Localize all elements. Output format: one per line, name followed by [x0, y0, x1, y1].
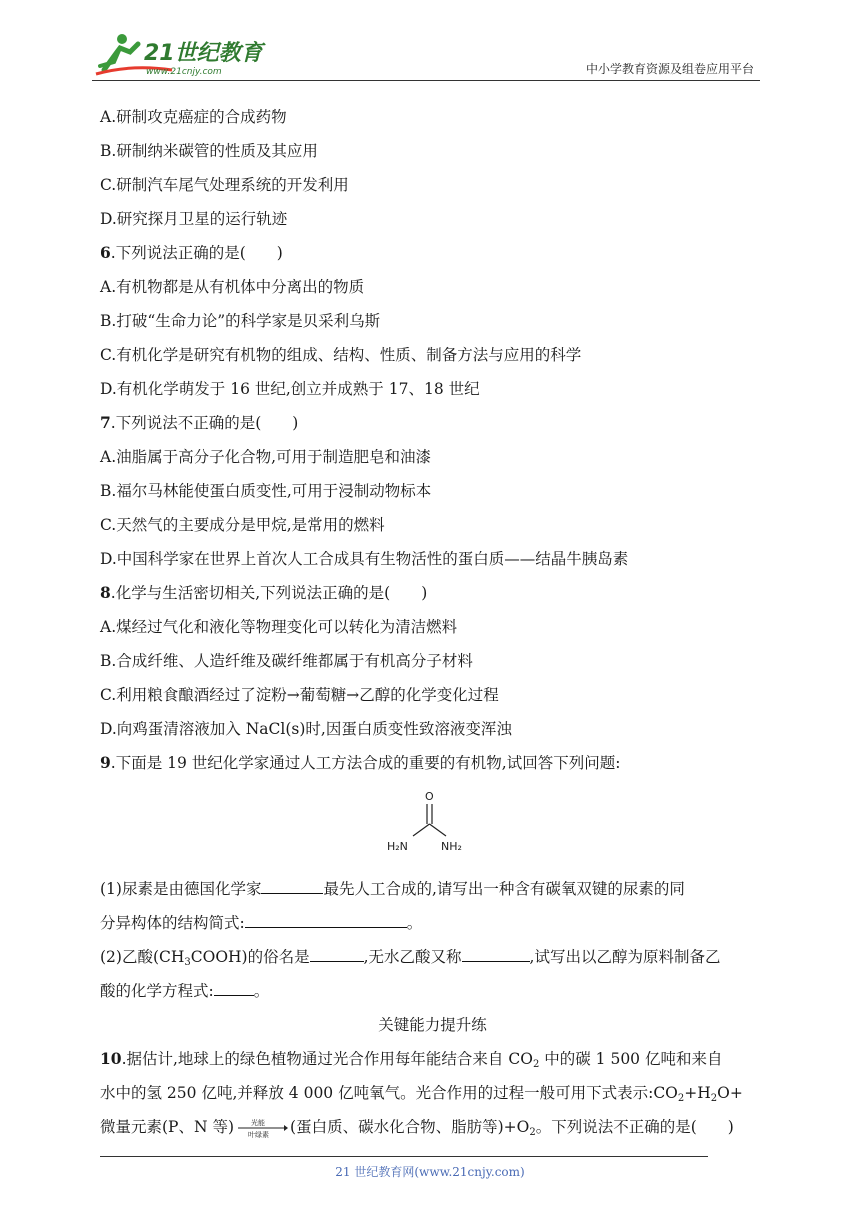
- q9-blank-common-name: [310, 944, 364, 962]
- q9-p2-text-c: ,无水乙酸又称: [363, 948, 462, 966]
- q10-sub-3: 2: [529, 1127, 536, 1138]
- q9-stem-text: .下面是 19 世纪化学家通过人工方法合成的重要的有机物,试回答下列问题:: [110, 754, 621, 772]
- q9-blank-chemist: [261, 876, 323, 894]
- q9-p1-text-d: 。: [406, 914, 423, 932]
- urea-oxygen-label: O: [425, 790, 434, 803]
- q8-stem: [100, 576, 765, 610]
- q9-p1-text-c: 分异构体的结构简式:: [100, 914, 245, 932]
- q10-line1: [100, 1042, 765, 1076]
- q7-option-d: D.中国科学家在世界上首次人工合成具有生物活性的蛋白质——结晶牛胰岛素: [100, 550, 629, 568]
- document-body: [100, 100, 765, 1144]
- urea-structure-diagram: [385, 786, 485, 866]
- q9-p2-text-b: COOH)的俗名是: [190, 948, 310, 966]
- q8-stem-text: .化学与生活密切相关,下列说法正确的是( ): [110, 584, 428, 602]
- q9-p1-text-b: 最先人工合成的,请写出一种含有碳氧双键的尿素的同: [323, 880, 685, 898]
- header-divider: [92, 80, 760, 81]
- footer-divider: [100, 1156, 708, 1157]
- q7-option-c: C.天然气的主要成分是甲烷,是常用的燃料: [100, 516, 385, 534]
- q6-option-a: A.有机物都是从有机体中分离出的物质: [100, 278, 365, 296]
- q10-text-1b: 中的碳 1 500 亿吨和来自: [539, 1050, 723, 1068]
- q10-sub-1: 2: [532, 1059, 540, 1070]
- footer-text: 21 世纪教育网(www.21cnjy.com): [335, 1165, 525, 1179]
- q10-sub-2b: 2: [710, 1093, 718, 1104]
- q9-blank-glacial-name: [462, 944, 530, 962]
- q9-p2-text-f: 。: [253, 982, 270, 1000]
- q8-option-b: B.合成纤维、人造纤维及碳纤维都属于有机高分子材料: [100, 652, 473, 670]
- q6-option-b: B.打破“生命力论”的科学家是贝采利乌斯: [100, 312, 381, 330]
- q10-text-2b: +H: [684, 1084, 711, 1102]
- q8-option-c: C.利用粮食酿酒经过了淀粉→葡萄糖→乙醇的化学变化过程: [100, 686, 499, 704]
- q10-line2: [100, 1076, 765, 1110]
- q9-blank-equation: [214, 978, 254, 996]
- q7-stem: [100, 406, 765, 440]
- q9-part2-line2: [100, 974, 765, 1008]
- header-platform-text: 中小学教育资源及组卷应用平台: [585, 62, 754, 76]
- q6-number: 6: [100, 243, 111, 262]
- q6-option-d: D.有机化学萌发于 16 世纪,创立并成熟于 17、18 世纪: [100, 380, 480, 398]
- urea-left-amine-label: H₂N: [387, 840, 408, 853]
- arrow-condition-light: 光能: [251, 1119, 266, 1127]
- q5-option-c: C.研制汽车尾气处理系统的开发利用: [100, 176, 349, 194]
- q9-p2-text-a: (2)乙酸(CH: [100, 948, 185, 966]
- urea-structure: [100, 780, 765, 872]
- q10-text-1a: .据估计,地球上的绿色植物通过光合作用每年能结合来自 CO: [121, 1050, 533, 1068]
- q8-option-a: A.煤经过气化和液化等物理变化可以转化为清洁燃料: [100, 618, 458, 636]
- urea-right-amine-label: NH₂: [441, 840, 462, 853]
- q9-number: 9: [100, 753, 111, 772]
- q9-p2-sub: 3: [184, 957, 191, 968]
- q9-part2-line1: [100, 940, 765, 974]
- q9-part1-line1: [100, 872, 765, 906]
- q7-stem-text: .下列说法不正确的是( ): [110, 414, 299, 432]
- q9-stem: [100, 746, 765, 780]
- q9-part1-line2: [100, 906, 765, 940]
- logo-icon: [92, 30, 267, 78]
- q6-option-c: C.有机化学是研究有机物的组成、结构、性质、制备方法与应用的科学: [100, 346, 582, 364]
- q9-p2-text-e: 酸的化学方程式:: [100, 982, 214, 1000]
- q10-text-3a: 微量元素(P、N 等): [100, 1118, 235, 1136]
- q9-blank-isomer: [245, 910, 407, 928]
- svg-text:www.21cnjy.com: www.21cnjy.com: [146, 67, 222, 77]
- q10-number: 10: [100, 1049, 122, 1068]
- q5-option-b: B.研制纳米碳管的性质及其应用: [100, 142, 318, 160]
- q7-number: 7: [100, 413, 111, 432]
- q8-number: 8: [100, 583, 111, 602]
- q10-sub-2a: 2: [677, 1093, 685, 1104]
- q10-text-3c: 。下列说法不正确的是( ): [535, 1118, 734, 1136]
- q7-option-b: B.福尔马林能使蛋白质变性,可用于浸制动物标本: [100, 482, 432, 500]
- q10-line3: [100, 1110, 765, 1144]
- q10-text-2c: O+: [717, 1084, 743, 1102]
- arrow-condition-chlorophyll: 叶绿素: [248, 1131, 270, 1139]
- q5-option-d: D.研究探月卫星的运行轨迹: [100, 210, 288, 228]
- reaction-arrow: [236, 1118, 288, 1138]
- q6-stem-text: .下列说法正确的是( ): [110, 244, 283, 262]
- svg-text:21世纪教育: 21世纪教育: [144, 41, 263, 66]
- q6-stem: [100, 236, 765, 270]
- q10-text-2a: 水中的氢 250 亿吨,并释放 4 000 亿吨氧气。光合作用的过程一般可用下式表示:CO: [100, 1084, 678, 1102]
- q10-text-3b: (蛋白质、碳水化合物、脂肪等)+O: [290, 1118, 530, 1136]
- page-header: [92, 30, 760, 80]
- q8-option-d: D.向鸡蛋清溶液加入 NaCl(s)时,因蛋白质变性致溶液变浑浊: [100, 720, 512, 738]
- q5-option-a: A.研制攻克癌症的合成药物: [100, 108, 287, 126]
- q7-option-a: A.油脂属于高分子化合物,可用于制造肥皂和油漆: [100, 448, 432, 466]
- section-title: 关键能力提升练: [378, 1016, 487, 1034]
- q9-p1-text-a: (1)尿素是由德国化学家: [100, 880, 262, 898]
- q9-p2-text-d: ,试写出以乙醇为原料制备乙: [529, 948, 721, 966]
